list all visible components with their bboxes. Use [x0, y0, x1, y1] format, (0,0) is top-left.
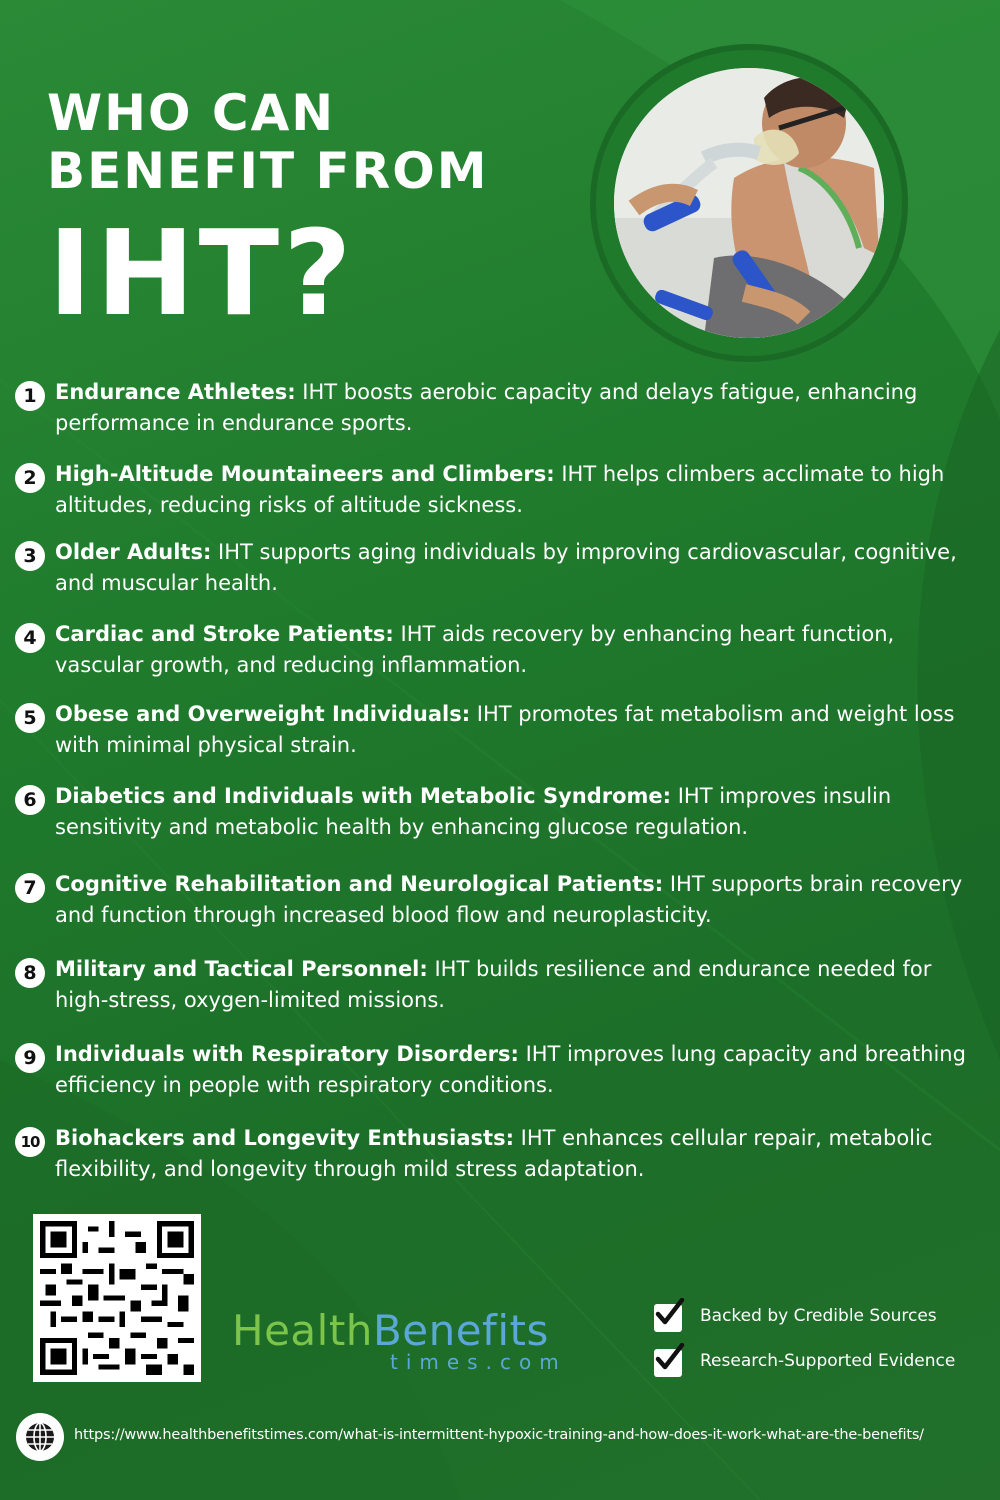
globe-icon-graphic [16, 1413, 64, 1461]
list-item-heading: Cardiac and Stroke Patients: [55, 622, 394, 646]
list-item-text [55, 1039, 985, 1101]
number-badge: 2 [15, 463, 45, 493]
list-item-body: IHT boosts aerobic capacity and delays fatigue, enhancing performance in endurance sports. [55, 380, 918, 435]
list-item-heading: Individuals with Respiratory Disorders: [55, 1042, 519, 1066]
checkbox-icon [654, 1349, 682, 1377]
list-item-body: IHT enhances cellular repair, metabolic flexibility, and longevity through mild stress adaptation. [55, 1126, 933, 1181]
number-badge: 5 [15, 703, 45, 733]
list-item-body: IHT helps climbers acclimate to high altitudes, reducing risks of altitude sickness. [55, 462, 945, 517]
number-badge: 6 [15, 785, 45, 815]
credibility-badge [652, 1300, 972, 1336]
brand-logo[interactable] [232, 1306, 592, 1386]
list-item-heading: Obese and Overweight Individuals: [55, 702, 471, 726]
list-item-text [55, 869, 985, 931]
list-item-text [55, 954, 985, 1016]
logo-word-health: ealth [264, 1306, 373, 1355]
list-item-text [55, 699, 985, 761]
list-item-heading: Biohackers and Longevity Enthusiasts: [55, 1126, 514, 1150]
check-icon [652, 1343, 688, 1375]
qr-code-icon [40, 1221, 194, 1375]
logo-word-benefits: Benefits [372, 1306, 549, 1355]
list-item-heading: Cognitive Rehabilitation and Neurological Patients: [55, 872, 664, 896]
title-acronym: IHT? [48, 204, 356, 342]
list-item-body: IHT promotes fat metabolism and weight loss with minimal physical strain. [55, 702, 955, 757]
title-line-1: WHO CAN [47, 84, 336, 142]
number-badge: 9 [15, 1043, 45, 1073]
list-item-text [55, 459, 985, 521]
checkbox-icon [654, 1304, 682, 1332]
globe-icon [16, 1413, 64, 1461]
number-badge: 4 [15, 623, 45, 653]
list-item-text [55, 1123, 985, 1185]
number-badge: 3 [15, 541, 45, 571]
list-item-body: IHT builds resilience and endurance needed for high-stress, oxygen-limited missions. [55, 957, 932, 1012]
list-item-text [55, 619, 985, 681]
source-url-link[interactable]: https://www.healthbenefitstimes.com/what-is-intermittent-hypoxic-training-and-how-does-it-work-what-are-the-benefits/ [74, 1427, 924, 1443]
list-item-heading: Military and Tactical Personnel: [55, 957, 428, 981]
qr-code[interactable] [33, 1214, 201, 1382]
list-item-body: IHT supports brain recovery and function through increased blood flow and neuroplasticity. [55, 872, 963, 927]
list-item-text [55, 537, 985, 599]
badge-label: Backed by Credible Sources [700, 1306, 937, 1326]
number-badge: 1 [15, 381, 45, 411]
number-badge: 10 [15, 1127, 45, 1157]
list-item-text [55, 377, 985, 439]
list-item-heading: High-Altitude Mountaineers and Climbers: [55, 462, 555, 486]
number-badge: 8 [15, 958, 45, 988]
list-item-body: IHT supports aging individuals by improving cardiovascular, cognitive, and muscular health. [55, 540, 957, 595]
list-item-heading: Diabetics and Individuals with Metabolic Syndrome: [55, 784, 672, 808]
list-item-heading: Older Adults: [55, 540, 212, 564]
list-item-text [55, 781, 985, 843]
badge-label: Research-Supported Evidence [700, 1351, 956, 1371]
logo-initial: H [232, 1306, 265, 1355]
number-badge: 7 [15, 873, 45, 903]
source-link-row [16, 1413, 986, 1461]
logo-wordmark [232, 1306, 549, 1356]
check-icon [652, 1298, 688, 1330]
credibility-badge [652, 1345, 972, 1381]
list-item-body: IHT improves insulin sensitivity and metabolic health by enhancing glucose regulation. [55, 784, 892, 839]
list-item-body: IHT improves lung capacity and breathing efficiency in people with respiratory conditions. [55, 1042, 966, 1097]
title-line-2: BENEFIT FROM [47, 142, 489, 200]
list-item-body: IHT aids recovery by enhancing heart function, vascular growth, and reducing inflammation. [55, 622, 895, 677]
logo-subtext: times.com [390, 1350, 567, 1374]
list-item-heading: Endurance Athletes: [55, 380, 296, 404]
